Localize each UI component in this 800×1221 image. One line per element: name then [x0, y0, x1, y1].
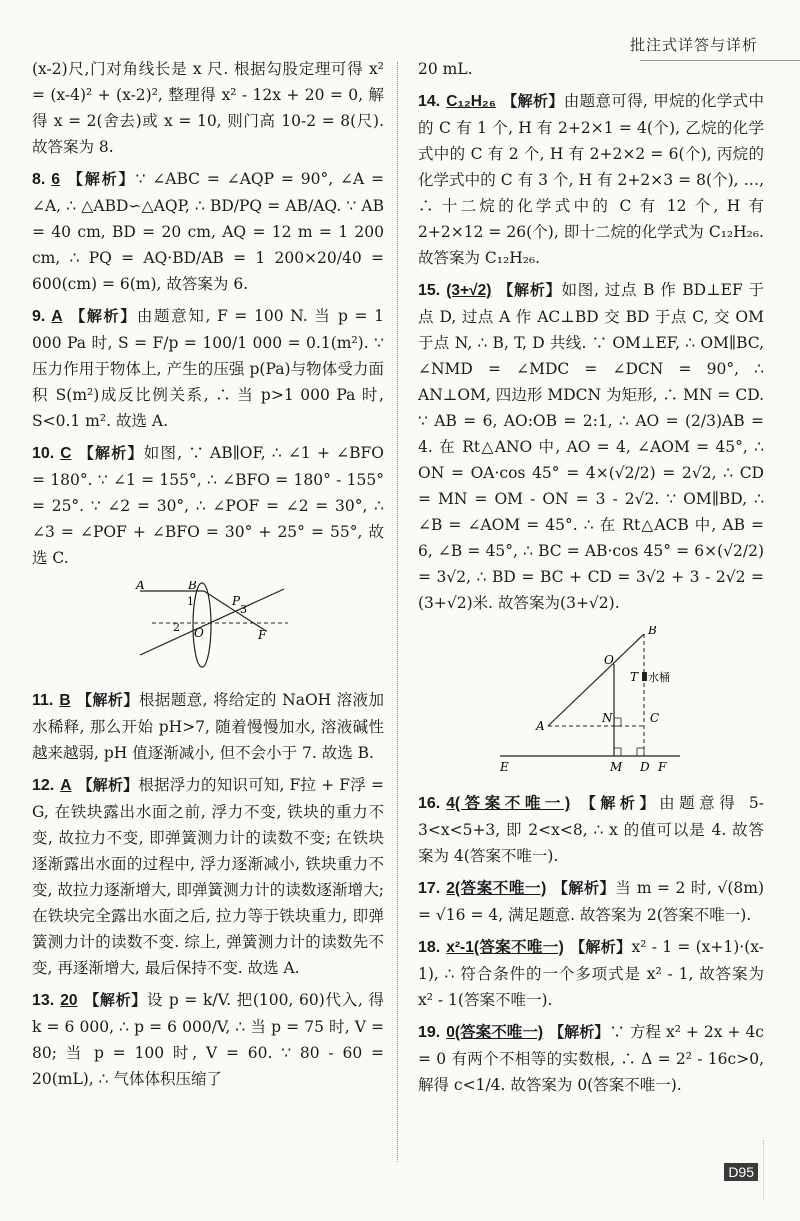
column-divider [397, 62, 398, 1162]
fig-label: 水桶 [648, 671, 670, 684]
lens-diagram [32, 581, 384, 673]
answer: A [51, 308, 63, 325]
line-op [140, 589, 284, 655]
question-number: 8. [32, 171, 46, 188]
analysis-text: 根据浮力的知识可知, F拉 + F浮 = G, 在铁块露出水面之前, 浮力不变, 铁块的重力不变, 故拉力不变, 即弹簧测力计的读数不变; 在铁块逐渐露出水面的过程中, 浮力逐渐减小, 铁块重力不变, 故拉力逐渐增大, 即弹簧测力计的读数逐渐增大; 在铁块完全露出水面之后, 拉力等于铁块重力, 即弹簧测力计的读数不变. 综上, 弹簧测力计的读数先不变, 再逐渐增大, 最后保持不变. 故选 A. [32, 776, 384, 977]
question-18 [418, 934, 764, 1013]
continuation-text: 20 mL. [418, 60, 473, 78]
question-number: 10. [32, 445, 55, 462]
figure-q10 [32, 581, 384, 677]
fig-label: A [536, 719, 545, 733]
answer: B [59, 692, 71, 709]
answer: 6 [51, 171, 60, 188]
analysis-tag: 【解析】 [68, 307, 137, 325]
header-title: 批注式详答与详析 [629, 36, 758, 54]
analysis-text: 根据题意, 将给定的 NaOH 溶液加水稀释, 那么开始 pH>7, 随着慢慢加水, 溶液碱性越来越弱, pH 值逐渐减小, 但不会小于 7. 故选 B. [32, 691, 384, 762]
fig-label: P [232, 594, 241, 608]
answer: 20 [60, 992, 78, 1009]
lens-ellipse [193, 583, 211, 667]
question-number: 13. [32, 992, 55, 1009]
question-19 [418, 1019, 764, 1098]
fig-label: D [640, 760, 650, 774]
analysis-text: 如图, ∵ AB∥OF, ∴ ∠1 + ∠BFO = 180°. ∵ ∠1 = 155°, ∴ ∠BFO = 180° - 155° = 25°. ∵ ∠2 = 30°, ∴ ∠POF = ∠2 = 30°, ∴ ∠3 = ∠POF + ∠BFO = 30° + 25° = 55°, 故选 C. [32, 444, 384, 567]
question-number: 14. [418, 93, 441, 110]
question-number: 15. [418, 282, 441, 299]
question-11 [32, 687, 384, 766]
answer: (3+√2) [446, 282, 492, 299]
fig-label: O [604, 653, 614, 667]
answer: C [60, 445, 72, 462]
fig-label: A [136, 581, 145, 592]
analysis-tag: 【解析】 [576, 794, 660, 812]
fig-label: M [610, 760, 623, 774]
right-column [418, 56, 764, 1098]
margin-marks [763, 1140, 794, 1200]
question-12 [32, 772, 384, 981]
fig-label: C [650, 711, 660, 725]
analysis-tag: 【解析】 [76, 691, 139, 709]
right-angle-d [637, 748, 644, 756]
question-number: 9. [32, 308, 46, 325]
analysis-text: 当 m = 2 时, √(8m) = √16 = 4, 满足题意. 故答案为 2(答案不唯一). [418, 879, 764, 924]
analysis-tag: 【解析】 [65, 170, 136, 188]
question-number: 19. [418, 1024, 441, 1041]
fig-label: T [630, 670, 639, 684]
analysis-text: 由题意得 5-3<x<5+3, 即 2<x<8, ∴ x 的值可以是 4. 故答案为 4(答案不唯一). [418, 794, 764, 865]
question-number: 16. [418, 795, 441, 812]
fig-label: N [602, 711, 613, 725]
answer: C₁₂H₂₆ [446, 93, 496, 110]
fig-label: 2 [173, 621, 180, 634]
fig-label: B [648, 626, 657, 637]
analysis-text: 由题意知, F = 100 N. 当 p = 1 000 Pa 时, S = F/p = 100/1 000 = 0.1(m²). ∵ 压力作用于物体上, 产生的压强 p(Pa)与物体受力面积 S(m²)成反比例关系, ∴ 当 p>1 000 Pa 时, S<0.1 m². 故选 A. [32, 307, 384, 430]
bucket-t [642, 672, 647, 681]
question-17 [418, 875, 764, 928]
analysis-tag: 【解析】 [77, 444, 144, 462]
fig-label: 1 [187, 595, 194, 608]
fig-label: F [658, 760, 667, 774]
analysis-tag: 【解析】 [552, 879, 616, 897]
right-angle-m [614, 748, 621, 756]
analysis-tag: 【解析】 [77, 776, 139, 794]
fig-label: O [194, 626, 204, 640]
analysis-tag: 【解析】 [501, 92, 564, 110]
question-13 [32, 987, 384, 1092]
bucket-diagram [418, 626, 764, 776]
question-number: 18. [418, 939, 441, 956]
analysis-tag: 【解析】 [549, 1023, 610, 1041]
fig-label: F [258, 628, 267, 642]
fig-label: B [188, 581, 197, 592]
analysis-text: ∵ ∠ABC = ∠AQP = 90°, ∠A = ∠A, ∴ △ABD∽△AQP, ∴ BD/PQ = AB/AQ. ∵ AB = 40 cm, BD = 20 cm, AQ = 12 m = 1 200 cm, ∴ PQ = AQ·BD/AB = 1 200×20/40 = 600(cm) = 6(m), 故答案为 6. [32, 170, 384, 293]
figure-q15 [418, 626, 764, 780]
question-number: 17. [418, 880, 441, 897]
question-10 [32, 440, 384, 677]
question-number: 11. [32, 692, 54, 709]
analysis-text: x² - 1 = (x+1)·(x-1), ∴ 符合条件的一个多项式是 x² - 1, 故答案为 x² - 1(答案不唯一). [418, 938, 764, 1009]
left-column [32, 56, 384, 1092]
answer: 4(答案不唯一) [446, 795, 571, 812]
analysis-text: 如图, 过点 B 作 BD⊥EF 于点 D, 过点 A 作 AC⊥BD 交 BD 于点 C, 交 OM 于点 N, ∴ B, T, D 共线. ∵ OM⊥EF, ∴ OM∥BC, ∠NMD = ∠MDC = ∠DCN = 90°, ∴ AN⊥OM, 四边形 MDCN 为矩形, ∴ MN = CD. ∵ AB = 6, AO:OB = 2:1, ∴ AO = (2/3)AB = 4. 在 Rt△ANO 中, AO = 4, ∠AOM = 45°, ∴ ON = OA·cos 45° = 4×(√2/2) = 2√2, ∴ CD = MN = OM - ON = 3 - 2√2. ∵ OM∥BD, ∴ ∠B = ∠AOM = 45°. ∴ 在 Rt△ACB 中, AB = 6, ∠B = 45°, ∴ BC = AB·cos 45° = 6×(√2/2) = 3√2, ∴ BD = BC + CD = 3√2 + 3 - 2√2 = (3+√2)米. 故答案为(3+√2). [418, 281, 764, 612]
page-number: D95 [724, 1163, 758, 1181]
question-14 [418, 88, 764, 271]
analysis-tag: 【解析】 [497, 281, 562, 299]
fig-label: E [500, 760, 509, 774]
question-15 [418, 277, 764, 780]
right-angle-n [614, 718, 621, 726]
question-number: 12. [32, 777, 55, 794]
continuation-text: (x-2)尺,门对角线长是 x 尺. 根据勾股定理可得 x² = (x-4)² + (x-2)², 整理得 x² - 12x + 20 = 0, 解得 x = 2(舍去)或 x = 10, 则门高 10-2 = 8(尺). 故答案为 8. [32, 60, 384, 156]
analysis-tag: 【解析】 [83, 991, 148, 1009]
question-9 [32, 303, 384, 434]
analysis-text: ∵ 方程 x² + 2x + 4c = 0 有两个不相等的实数根, ∴ Δ = 2² - 16c>0, 解得 c<1/4. 故答案为 0(答案不唯一). [418, 1023, 764, 1094]
question-16 [418, 790, 764, 869]
answer: 0(答案不唯一) [446, 1024, 544, 1041]
answer: 2(答案不唯一) [446, 880, 547, 897]
analysis-text: 由题意可得, 甲烷的化学式中的 C 有 1 个, H 有 2+2×1 = 4(个), 乙烷的化学式中的 C 有 2 个, H 有 2+2×2 = 6(个), 丙烷的化学式中的 C 有 3 个, H 有 2+2×3 = 8(个), …, ∴ 十二烷的化学式中的 C 有 12 个, H 有 2+2×12 = 26(个), 即十二烷的化学式为 C₁₂H₂₆. 故答案为 C₁₂H₂₆. [418, 92, 764, 267]
answer: x²-1(答案不唯一) [446, 939, 564, 956]
analysis-tag: 【解析】 [569, 938, 632, 956]
analysis-text: 设 p = k/V. 把(100, 60)代入, 得 k = 6 000, ∴ p = 6 000/V, ∴ 当 p = 75 时, V = 80; 当 p = 100 时, V = 60. ∵ 80 - 60 = 20(mL), ∴ 气体体积压缩了 [32, 991, 384, 1088]
answer: A [60, 777, 72, 794]
fig-label: 3 [240, 603, 247, 616]
question-8 [32, 166, 384, 297]
